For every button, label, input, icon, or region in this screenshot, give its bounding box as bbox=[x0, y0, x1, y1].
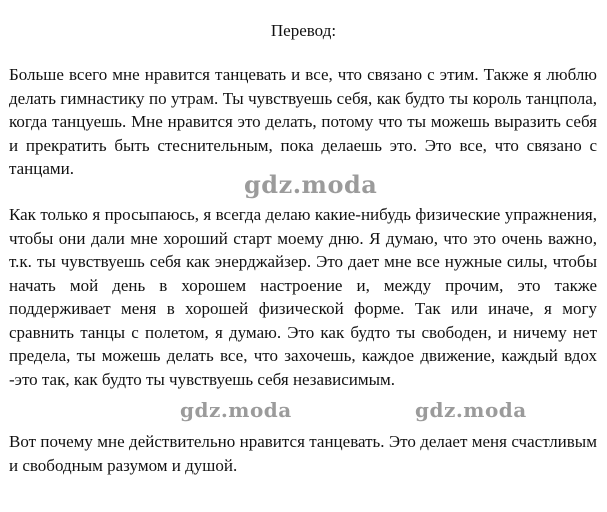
watermark: gdz.moda bbox=[415, 398, 527, 422]
watermark: gdz.moda bbox=[244, 170, 378, 199]
page-title: Перевод: bbox=[270, 21, 337, 40]
paragraph-1: Больше всего мне нравится танцевать и все, что связано с этим. Также я люблю делать гимнастику по утрам. Ты чувствуешь себя, как будто ты король танцпола, когда танцуешь. Мне нравится это делать, потому что ты можешь выразить себя и прекратить быть стеснительным, пока делаешь это. Это все, что связано с танцами. bbox=[9, 65, 597, 178]
paragraph-2: Как только я просыпаюсь, я всегда делаю какие-нибудь физические упражнения, чтобы они дали мне хороший старт моему дню. Я думаю, что это очень важно, т.к. ты чувствуешь себя как энерджайзер. Это дает мне все нужные силы, чтобы начать мой день в хорошем настроение и, между прочим, это также поддерживает меня в хорошей физической форме. Так или иначе, я могу сравнить танцы с полетом, я думаю. Это как будто ты свободен, и ничему нет предела, ты можешь делать все, что захочешь, каждое движение, каждый вдох -это так, как будто ты чувствуешь себя независимым. bbox=[9, 205, 597, 389]
watermark: gdz.moda bbox=[180, 398, 292, 422]
paragraph-3: Вот почему мне действительно нравится танцевать. Это делает меня счастливым и свободным разумом и душой. bbox=[9, 432, 597, 475]
